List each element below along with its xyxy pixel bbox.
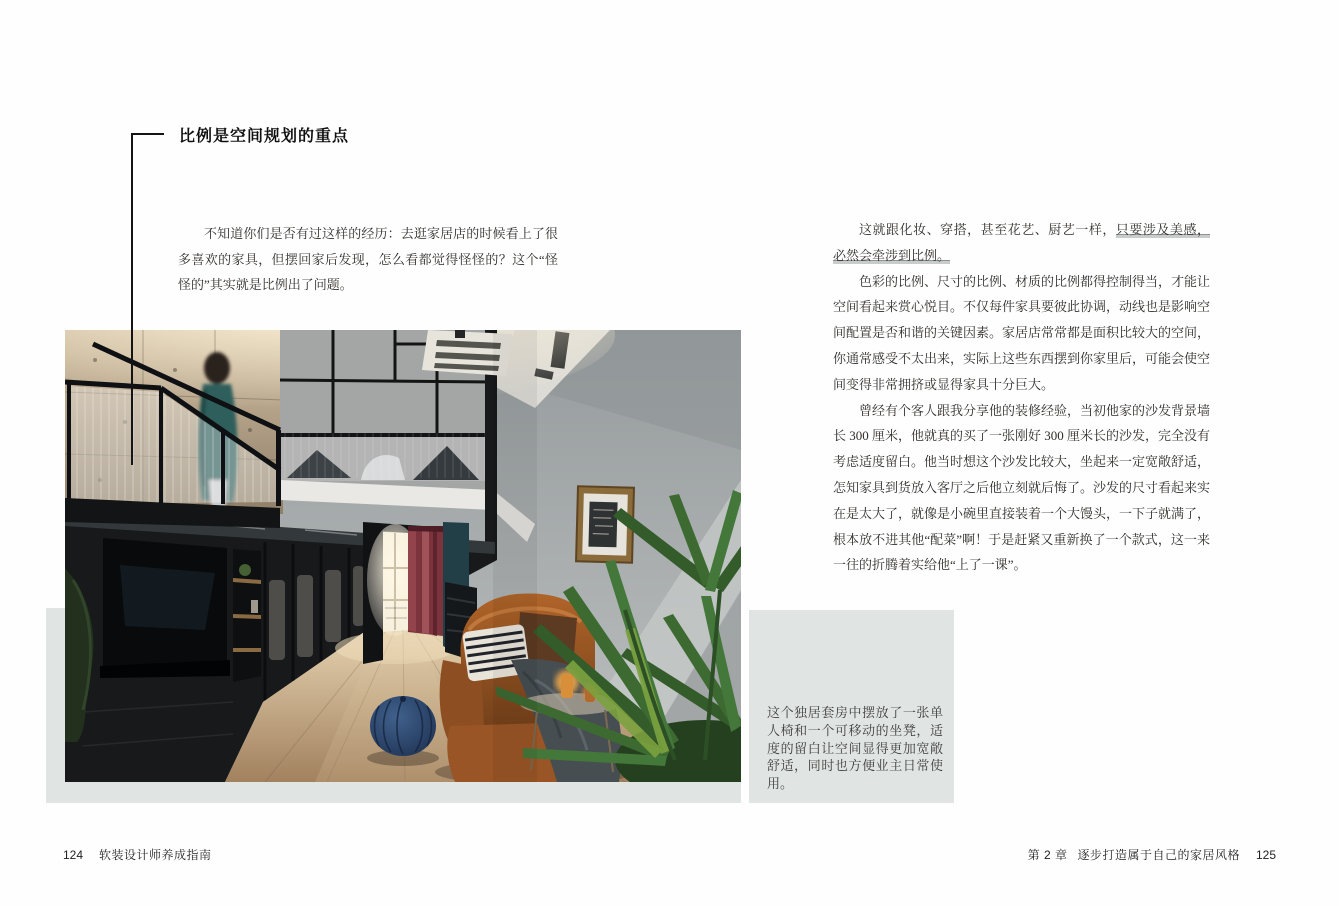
photo-caption: 这个独居套房中摆放了一张单人椅和一个可移动的坐凳，适度的留白让空间显得更加宽敞舒适，同时也方便业主日常使用。	[767, 705, 943, 792]
emphasized-text: 只要涉及美感，必然会牵涉到比例。	[833, 222, 1210, 263]
heading-bracket-line	[131, 133, 164, 135]
body-text-column	[833, 217, 1210, 578]
chapter-label: 第 2 章	[1027, 848, 1068, 862]
chapter-title: 逐步打造属于自己的家居风格	[1077, 848, 1240, 862]
footer-left	[63, 846, 212, 863]
intro-paragraph: 不知道你们是否有过这样的经历：去逛家居店的时候看上了很多喜欢的家具，但摆回家后发现，怎么看都觉得怪怪的？这个“怪怪的”其实就是比例出了问题。	[178, 226, 558, 292]
loft-photo-illustration	[65, 330, 741, 782]
book-title: 软装设计师养成指南	[99, 848, 212, 862]
photo-corner-shadow	[493, 330, 537, 782]
body-paragraph-2: 色彩的比例、尺寸的比例、材质的比例都得控制得当，才能让空间看起来赏心悦目。不仅每件家具要彼此协调，动线也是影响空间配置是否和谐的关键因素。家居店常常都是面积比较大的空间，你通常感受不太出来，实际上这些东西摆到你家里后，可能会使空间变得非常拥挤或显得家具十分巨大。	[833, 273, 1211, 392]
paragraph-text: 这就跟化妆、穿搭，甚至花艺、厨艺一样，	[859, 222, 1116, 237]
photo-curtain	[408, 526, 443, 636]
heading-bracket-vertical-line	[131, 133, 133, 465]
page-number-right: 125	[1255, 848, 1276, 862]
page-number-left: 124	[63, 848, 84, 862]
loft-photo	[65, 330, 741, 782]
caption-panel	[749, 610, 954, 803]
footer-right	[1028, 846, 1276, 863]
body-paragraph-1	[833, 217, 1210, 269]
section-heading: 比例是空间规划的重点	[179, 128, 350, 145]
body-paragraph-3: 曾经有个客人跟我分享他的装修经验，当初他家的沙发背景墙长 300 厘米，他就真的买了一张刚好 300 厘米长的沙发，完全没有考虑适度留白。他当时想这个沙发比较大，坐起来一定宽敞舒适，怎知家具到货放入客厅之后他立刻就后悔了。沙发的尺寸看起来实在是太大了，就像是小碗里直接装着一个大馒头，一下子就满了，根本放不进其他“配菜”啊！于是赶紧又重新换了一个款式，这一来一往的折腾着实给他“上了一课”。	[833, 402, 1211, 573]
